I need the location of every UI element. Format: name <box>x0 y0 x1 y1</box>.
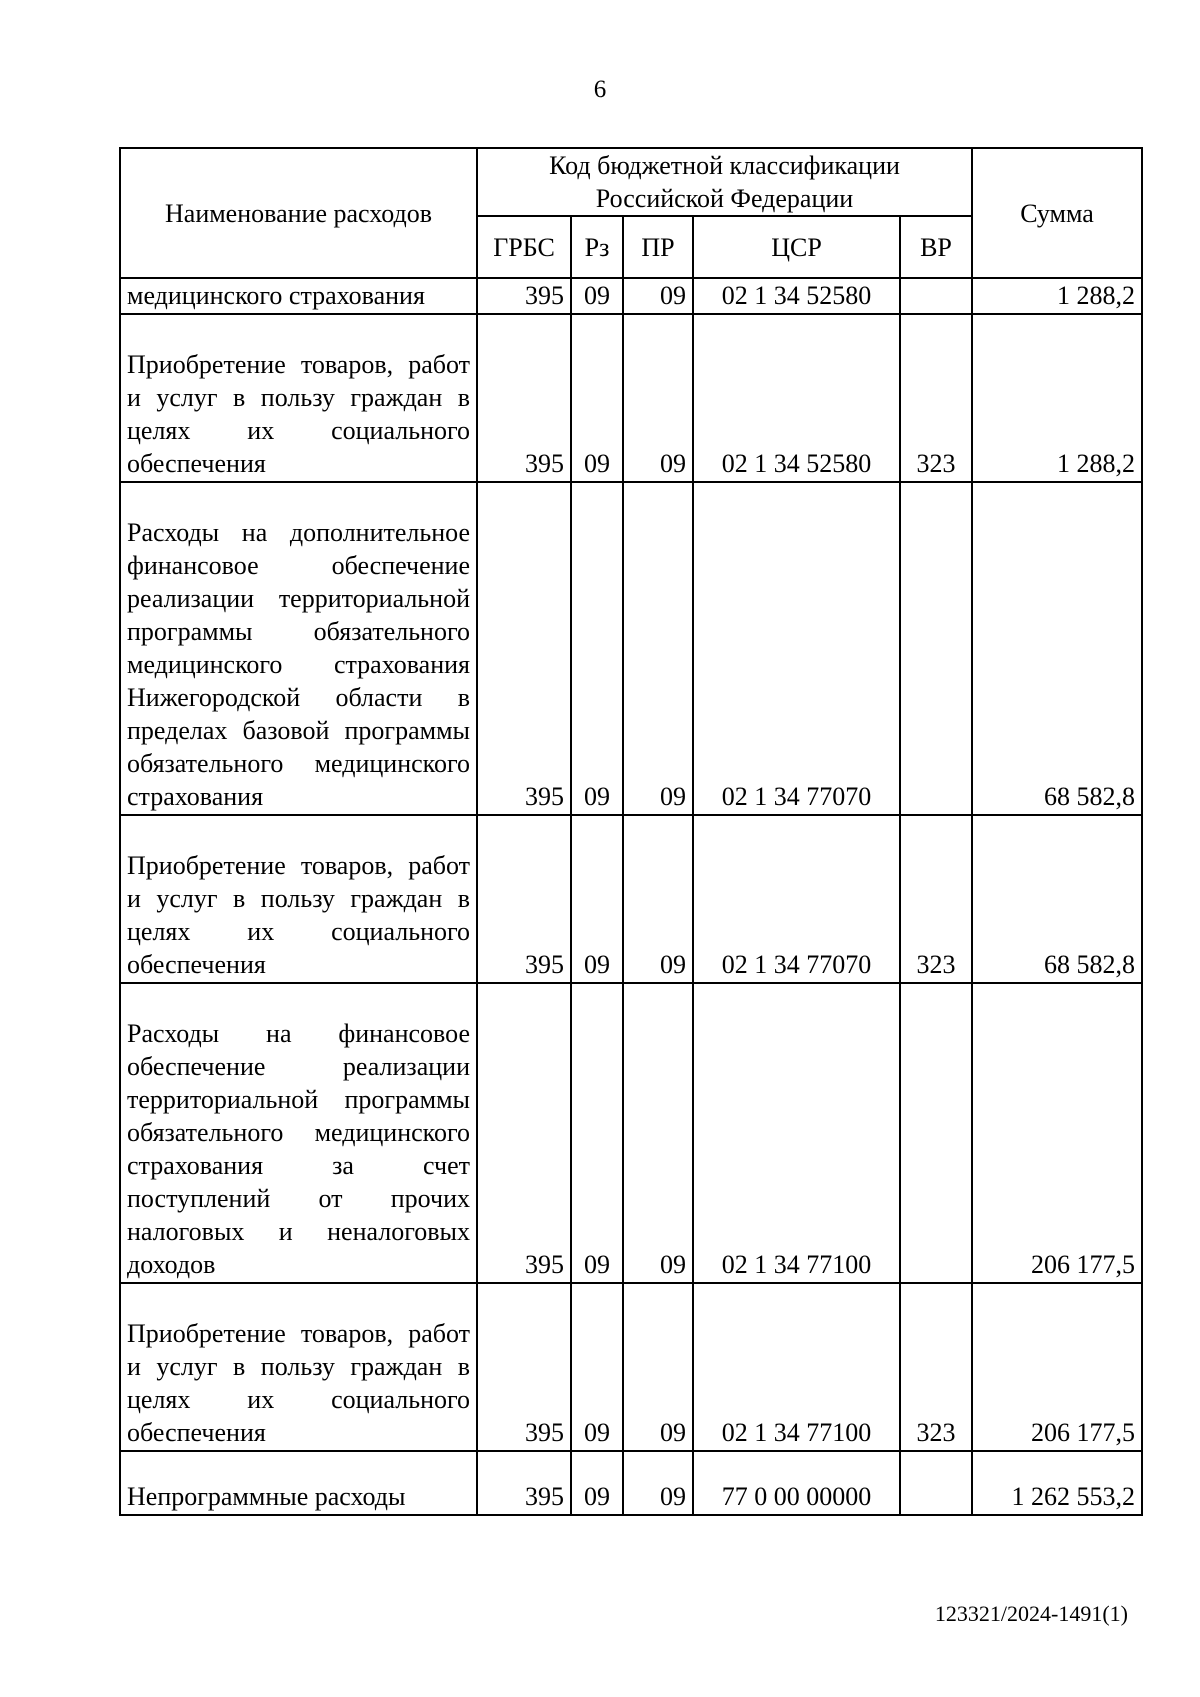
table-row <box>120 983 1142 1283</box>
row-sum: 68 582,8 <box>972 482 1142 815</box>
header-vr: ВР <box>900 216 972 278</box>
header-name: Наименование расходов <box>120 148 477 278</box>
row-vr <box>900 983 972 1283</box>
row-rz: 09 <box>571 815 623 983</box>
row-name: Приобретение товаров, работ и услуг в пользу граждан в целях их социального обеспечения <box>120 314 477 482</box>
header-code-group: Код бюджетной классификации Российской Федерации <box>477 148 972 216</box>
row-sum: 1 288,2 <box>972 278 1142 314</box>
row-name: медицинского страхования <box>120 278 477 314</box>
row-rz: 09 <box>571 983 623 1283</box>
row-rz: 09 <box>571 278 623 314</box>
row-vr <box>900 278 972 314</box>
row-grbs: 395 <box>477 1283 571 1451</box>
row-vr: 323 <box>900 314 972 482</box>
row-name: Расходы на дополнительное финансовое обеспечение реализации территориальной программы обязательного медицинского страхования Нижегородской области в пределах базовой программы обязательного медицинского страхования <box>120 482 477 815</box>
row-vr: 323 <box>900 1283 972 1451</box>
row-csr: 02 1 34 77070 <box>693 482 900 815</box>
header-rz: Рз <box>571 216 623 278</box>
row-name: Расходы на финансовое обеспечение реализации территориальной программы обязательного медицинского страхования за счет поступлений от прочих налоговых и неналоговых доходов <box>120 983 477 1283</box>
table-row <box>120 1451 1142 1515</box>
row-pr: 09 <box>623 1283 693 1451</box>
row-grbs: 395 <box>477 278 571 314</box>
row-sum: 1 288,2 <box>972 314 1142 482</box>
row-grbs: 395 <box>477 482 571 815</box>
row-vr <box>900 482 972 815</box>
page-number: 6 <box>593 76 607 103</box>
document-id: 123321/2024-1491(1) <box>934 1601 1128 1626</box>
row-pr: 09 <box>623 815 693 983</box>
row-rz: 09 <box>571 314 623 482</box>
row-grbs: 395 <box>477 983 571 1283</box>
row-sum: 68 582,8 <box>972 815 1142 983</box>
row-pr: 09 <box>623 482 693 815</box>
row-csr: 02 1 34 52580 <box>693 278 900 314</box>
row-csr: 77 0 00 00000 <box>693 1451 900 1515</box>
row-vr <box>900 1451 972 1515</box>
row-sum: 1 262 553,2 <box>972 1451 1142 1515</box>
row-name: Приобретение товаров, работ и услуг в пользу граждан в целях их социального обеспечения <box>120 815 477 983</box>
row-pr: 09 <box>623 983 693 1283</box>
row-pr: 09 <box>623 1451 693 1515</box>
row-rz: 09 <box>571 1451 623 1515</box>
row-sum: 206 177,5 <box>972 983 1142 1283</box>
table-row <box>120 278 1142 314</box>
row-name: Непрограммные расходы <box>120 1451 477 1515</box>
table-row <box>120 1283 1142 1451</box>
row-pr: 09 <box>623 278 693 314</box>
row-vr: 323 <box>900 815 972 983</box>
row-sum: 206 177,5 <box>972 1283 1142 1451</box>
header-csr: ЦСР <box>693 216 900 278</box>
row-csr: 02 1 34 52580 <box>693 314 900 482</box>
table-row <box>120 482 1142 815</box>
budget-table <box>119 147 1143 1516</box>
table-row <box>120 815 1142 983</box>
row-csr: 02 1 34 77100 <box>693 983 900 1283</box>
row-rz: 09 <box>571 482 623 815</box>
header-sum: Сумма <box>972 148 1142 278</box>
row-grbs: 395 <box>477 815 571 983</box>
row-grbs: 395 <box>477 314 571 482</box>
row-csr: 02 1 34 77070 <box>693 815 900 983</box>
header-pr: ПР <box>623 216 693 278</box>
row-pr: 09 <box>623 314 693 482</box>
row-rz: 09 <box>571 1283 623 1451</box>
row-grbs: 395 <box>477 1451 571 1515</box>
row-name: Приобретение товаров, работ и услуг в пользу граждан в целях их социального обеспечения <box>120 1283 477 1451</box>
row-csr: 02 1 34 77100 <box>693 1283 900 1451</box>
table-row <box>120 314 1142 482</box>
header-grbs: ГРБС <box>477 216 571 278</box>
